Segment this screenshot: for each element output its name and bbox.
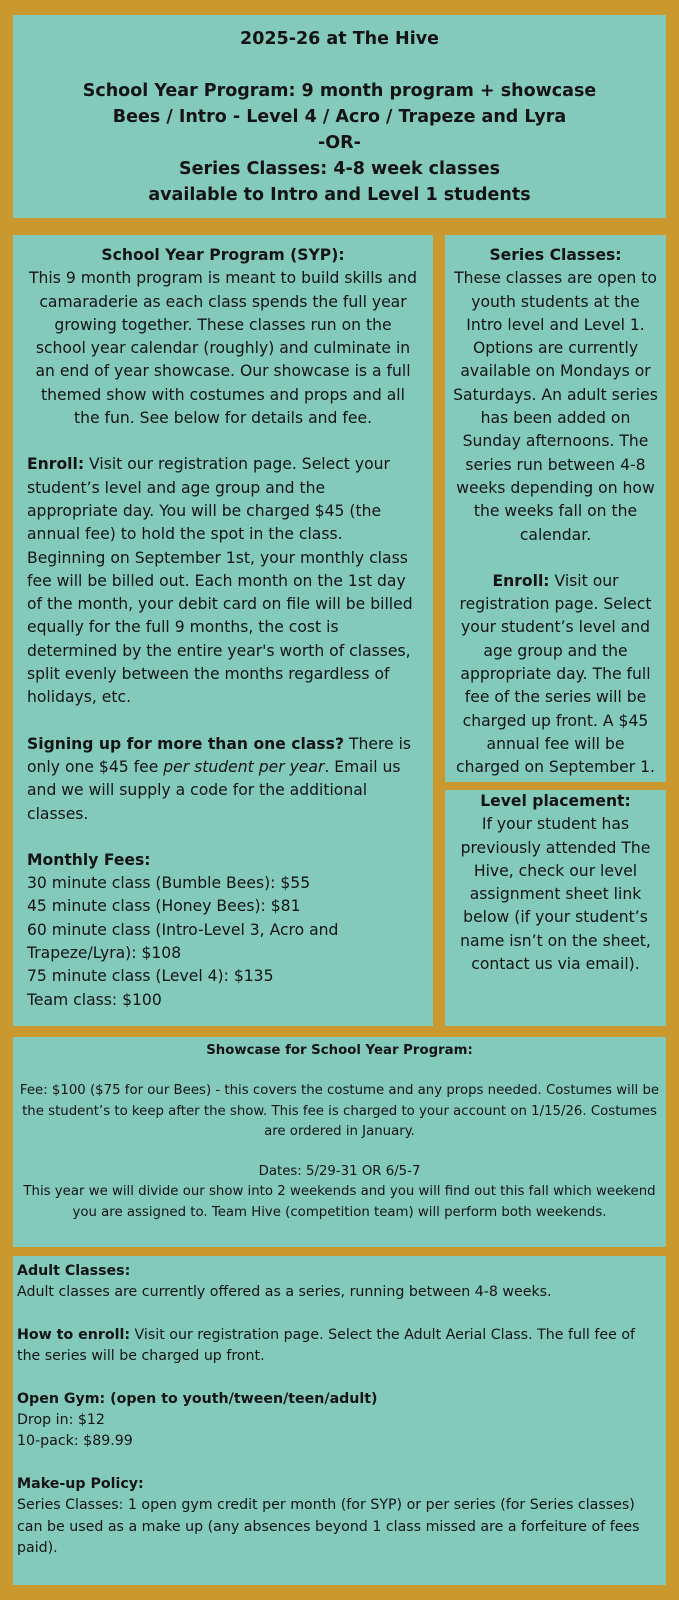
syp-fee-item: 30 minute class (Bumble Bees): $55	[27, 874, 311, 893]
syp-fee-item: Team class: $100	[27, 990, 162, 1009]
syp-enroll-label: Enroll:	[27, 455, 85, 474]
placement-title: Level placement:	[480, 792, 631, 810]
showcase-title: Showcase for School Year Program:	[206, 1043, 473, 1058]
syp-multi-label: Signing up for more than one class?	[27, 734, 344, 753]
open-gym-title: Open Gym: (open to youth/tween/teen/adult)	[17, 1390, 378, 1407]
header-syp-summary: School Year Program: 9 month program + showcase	[82, 81, 597, 101]
showcase-dates: Dates: 5/29-31 OR 6/5-7	[258, 1164, 421, 1180]
syp-fee-item: 45 minute class (Honey Bees): $81	[27, 897, 301, 916]
syp-multi-text2: . Email us and we will supply a code for the additional classes.	[27, 757, 401, 823]
adult-title: Adult Classes:	[17, 1263, 131, 1279]
syp-enroll-text: Visit our registration page. Select your student’s level and age group and the appropriate day. You will be charged $45 (the annual fee) to hold the spot in the class. Beginning on September 1st, your monthly class fee will be billed out. Each month on the 1st day of the month, your debit card on file will be billed equally for the full 9 months, the cost is determined by the entire year's worth of classes, split evenly between the months regardless of holidays, etc.	[27, 455, 413, 707]
page-title: 2025-26 at The Hive	[240, 29, 439, 49]
syp-fees-title: Monthly Fees:	[27, 850, 151, 869]
syp-multi-class	[27, 733, 419, 826]
placement-text: If your student has previously attended The Hive, check our level assignment sheet link below (if your student’s name isn’t on the sheet, contact us via email).	[460, 815, 651, 974]
syp-multi-text1: There is only one $45 fee	[27, 734, 412, 776]
series-enroll	[453, 570, 658, 780]
header-or: -OR-	[318, 133, 361, 153]
adult-enroll	[17, 1325, 662, 1368]
makeup-title: Make-up Policy:	[17, 1475, 144, 1492]
showcase-dates-text: This year we will divide our show into 2 weekends and you will find out this fall which weekend you are assigned to. Team Hive (competition team) will perform both weekends.	[23, 1184, 656, 1220]
header-series-summary: Series Classes: 4-8 week classes	[179, 159, 500, 179]
series-description: These classes are open to youth students at the Intro level and Level 1. Options are currently available on Mondays or Saturdays. An adult series has been added on Sunday afternoons. The series run between 4-8 weeks depending on how the weeks fall on the calendar.	[453, 269, 658, 544]
syp-title: School Year Program (SYP):	[101, 246, 345, 264]
syp-fee-item: 60 minute class (Intro-Level 3, Acro and Trapeze/Lyra): $108	[27, 920, 339, 963]
open-gym-ten-pack: 10-pack: $89.99	[17, 1433, 133, 1450]
adult-panel	[13, 1256, 666, 1585]
placement-panel	[445, 790, 666, 1026]
syp-fee-item: 75 minute class (Level 4): $135	[27, 967, 274, 986]
series-panel	[445, 235, 666, 782]
showcase-fee: Fee: $100 ($75 for our Bees) - this covers the costume and any props needed. Costumes will be the student’s to keep after the show. This fee is charged to your account on 1/15/26. Costumes are ordered in January.	[19, 1083, 660, 1139]
syp-enroll	[27, 453, 419, 709]
series-enroll-label: Enroll:	[492, 571, 550, 590]
syp-description: This 9 month program is meant to build skills and camaraderie as each class spends the full year growing together. These classes run on the school year calendar (roughly) and culminate in an end of year showcase. Our showcase is a full themed show with costumes and props and all the fun. See below for details and fee.	[29, 269, 417, 428]
series-title: Series Classes:	[489, 246, 622, 264]
header-panel	[13, 15, 666, 218]
adult-enroll-label: How to enroll:	[17, 1326, 131, 1343]
makeup-text: Series Classes: 1 open gym credit per month (for SYP) or per series (for Series classes) can be used as a make up (any absences beyond 1 class missed are a forfeiture of fees paid).	[17, 1497, 640, 1557]
syp-panel	[13, 235, 433, 1026]
adult-text: Adult classes are currently offered as a series, running between 4-8 weeks.	[17, 1284, 552, 1301]
header-syp-levels: Bees / Intro - Level 4 / Acro / Trapeze and Lyra	[112, 107, 567, 127]
showcase-panel	[13, 1037, 666, 1247]
adult-enroll-text: Visit our registration page. Select the Adult Aerial Class. The full fee of the series will be charged up front.	[17, 1326, 636, 1365]
series-enroll-text: Visit our registration page. Select your student’s level and age group and the appropriate day. The full fee of the series will be charged up front. A $45 annual fee will be charged on September 1.	[456, 571, 655, 777]
open-gym-drop-in: Drop in: $12	[17, 1412, 105, 1429]
syp-multi-italic: per student per year	[163, 757, 325, 776]
header-series-availability: available to Intro and Level 1 students	[148, 185, 531, 205]
